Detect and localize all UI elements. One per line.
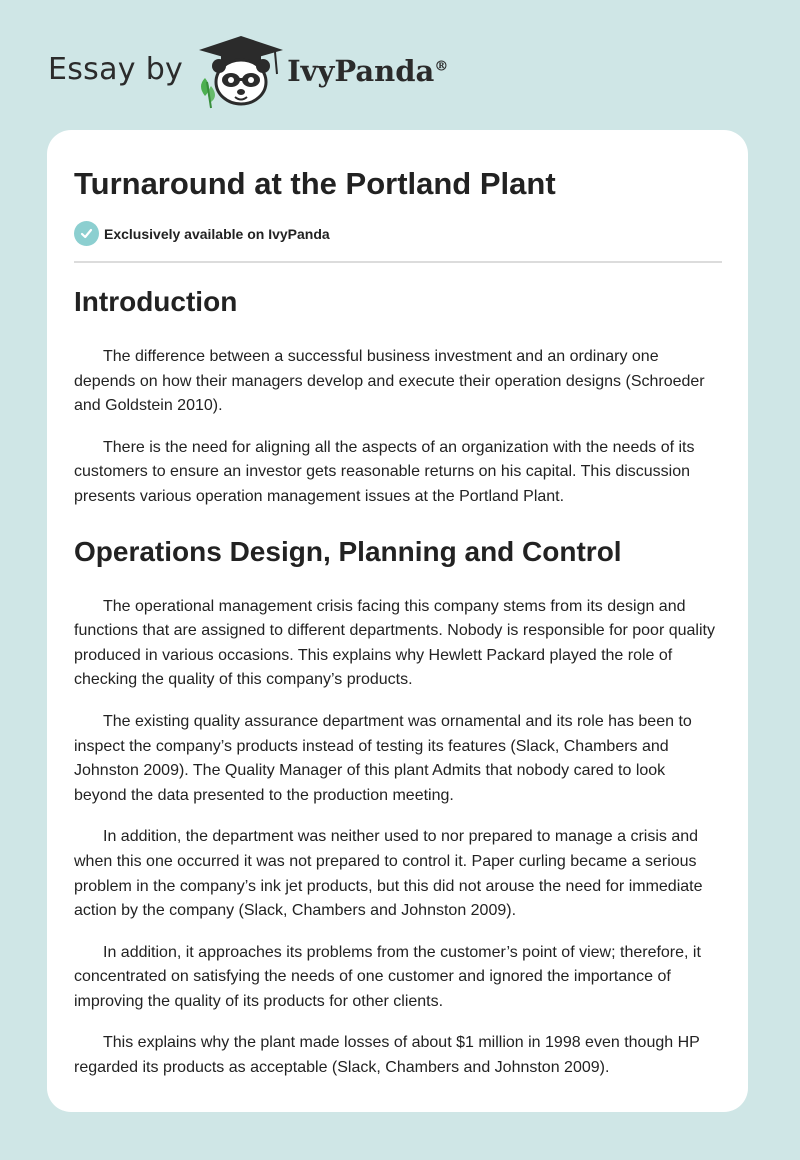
paragraph: This explains why the plant made losses of about $1 million in 1998 even though HP regarded its products as acceptable (Slack, Chambers and Johnston 2009). — [74, 1034, 700, 1077]
essay-by-text: Essay by — [48, 51, 184, 87]
section-heading-introduction: Introduction — [74, 286, 238, 317]
section-heading-operations: Operations Design, Planning and Control — [74, 535, 622, 567]
brand-header — [48, 34, 448, 110]
divider — [74, 261, 722, 263]
paragraph: In addition, it approaches its problems from the customer’s point of view; therefore, it concentrated on satisfying the needs of one customer and ignored the importance of improving the quality of its products for other clients. — [74, 943, 701, 1010]
exclusive-badge — [74, 221, 330, 246]
registered-mark: ® — [434, 58, 449, 75]
paragraph: The operational management crisis facing this company stems from its design and functions that are assigned to different departments. Nobody is responsible for poor quality produced in various occasions. This explains why Hewlett Packard played the role of checking the quality of this company’s products. — [74, 597, 715, 689]
article-body — [74, 282, 722, 1081]
paragraph: The difference between a successful business investment and an ordinary one depends on how their managers develop and execute their operation designs (Schroeder and Goldstein 2010). — [74, 348, 705, 415]
page-title: Turnaround at the Portland Plant — [74, 166, 556, 201]
paragraph: The existing quality assurance department was ornamental and its role has been to inspect the company’s products instead of testing its features (Slack, Chambers and Johnston 2009). The Quality Manager of this plant Admits that nobody cared to look beyond the data presented to the production meeting. — [74, 712, 692, 804]
essay-card — [47, 130, 748, 1112]
brand-name: IvyPanda® — [287, 54, 449, 88]
badge-label: Exclusively available on IvyPanda — [104, 225, 330, 242]
panda-graduate-logo-icon[interactable] — [195, 34, 287, 110]
paragraph: In addition, the department was neither used to nor prepared to manage a crisis and when this one occurred it was not prepared to control it. Paper curling became a serious problem in the company’s ink jet products, but this did not arouse the need for immediate action by the company (Slack, Chambers and Johnston 2009). — [74, 828, 703, 920]
paragraph: There is the need for aligning all the aspects of an organization with the needs of its customers to ensure an investor gets reasonable returns on his capital. This discussion presents various operation management issues at the Portland Plant. — [74, 438, 695, 505]
check-icon — [74, 221, 99, 246]
